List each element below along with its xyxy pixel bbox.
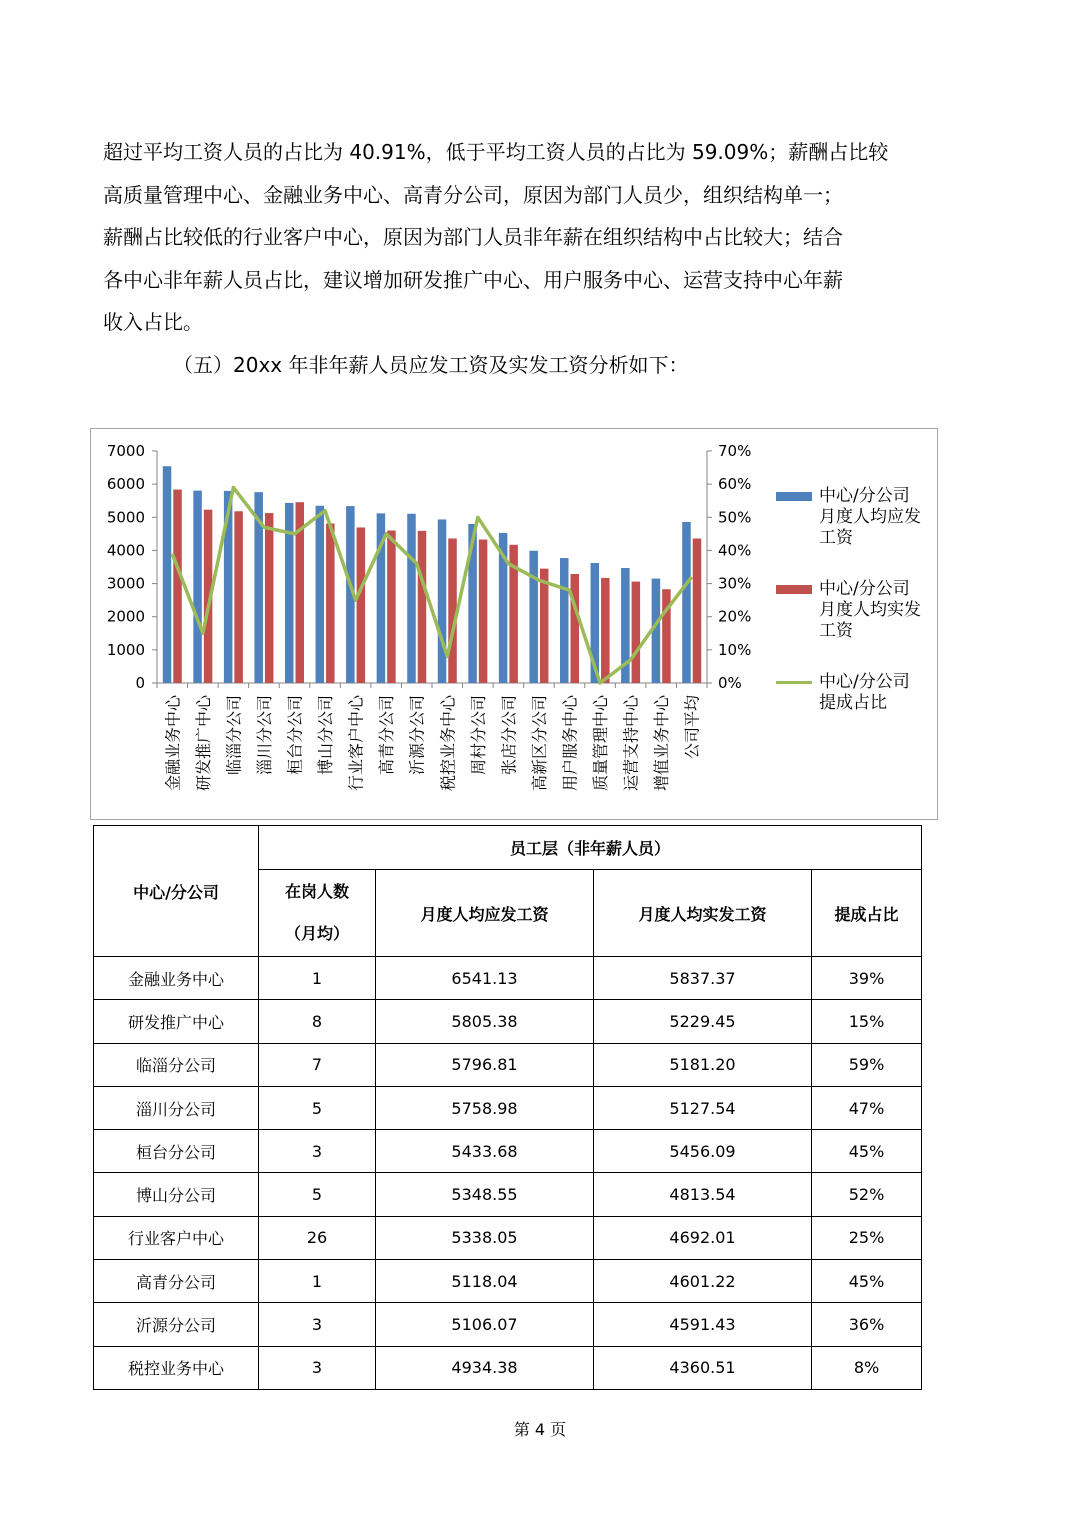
bar-actual (326, 523, 335, 683)
section-heading: （五）20xx 年非年薪人员应发工资及实发工资分析如下： (173, 353, 689, 377)
y2-tick-label: 60% (718, 475, 752, 494)
x-label-group (622, 694, 641, 791)
cell-payable: 6541.13 (376, 957, 594, 1000)
paragraph-line: 薪酬占比较低的行业客户中心，原因为部门人员非年薪在组织结构中占比较大；结合 (103, 225, 843, 249)
table-row (94, 1130, 922, 1173)
cell-unit: 金融业务中心 (94, 957, 259, 1000)
cell-unit: 高青分公司 (94, 1260, 259, 1303)
cell-commission: 45% (812, 1130, 922, 1173)
bar-actual (234, 511, 243, 683)
cell-unit: 博山分公司 (94, 1173, 259, 1216)
cell-actual: 5229.45 (594, 1000, 812, 1043)
table-row (94, 1000, 922, 1043)
header-headcount-line2: （月均） (284, 924, 349, 943)
paragraph-line: 超过平均工资人员的占比为 40.91%，低于平均工资人员的占比为 59.09%；薪酬占比较 (103, 140, 889, 164)
x-category-label: 增值业务中心 (652, 695, 672, 792)
cell-payable: 5338.05 (376, 1216, 594, 1259)
cell-headcount: 26 (259, 1216, 376, 1259)
x-category-label: 运营支持中心 (621, 695, 641, 792)
bar-payable (560, 558, 569, 683)
x-label-group (652, 694, 671, 791)
x-label-group (286, 695, 305, 775)
bar-payable (163, 466, 172, 683)
y2-tick-label: 0% (718, 674, 742, 692)
table-row (94, 1173, 922, 1216)
cell-commission: 39% (812, 957, 922, 1000)
bar-actual (601, 578, 610, 683)
x-label-group (255, 695, 274, 775)
cell-payable: 5433.68 (376, 1130, 594, 1173)
cell-actual: 4360.51 (594, 1346, 812, 1389)
cell-headcount: 1 (259, 1260, 376, 1303)
y2-tick-label: 10% (718, 640, 752, 659)
cell-payable: 5106.07 (376, 1303, 594, 1346)
x-category-label: 淄川分公司 (254, 695, 274, 776)
x-label-group (316, 695, 335, 775)
table-row (94, 1346, 922, 1389)
y2-tick-label: 20% (718, 607, 752, 626)
bar-actual (357, 527, 366, 683)
cell-actual: 4813.54 (594, 1173, 812, 1216)
x-category-label: 质量管理中心 (591, 695, 611, 792)
bar-payable (316, 506, 325, 683)
x-label-group (347, 694, 366, 791)
cell-headcount: 3 (259, 1303, 376, 1346)
x-label-group (408, 695, 427, 775)
cell-actual: 4591.43 (594, 1303, 812, 1346)
x-label-group (224, 695, 243, 775)
x-label-group (163, 694, 182, 791)
cell-payable: 5758.98 (376, 1086, 594, 1129)
x-category-label: 高新区分公司 (529, 695, 549, 792)
cell-commission: 52% (812, 1173, 922, 1216)
y2-tick-label: 40% (718, 541, 752, 560)
table-row (94, 1216, 922, 1259)
y-tick-label: 4000 (106, 541, 145, 560)
cell-unit: 临淄分公司 (94, 1043, 259, 1086)
bar-actual (540, 569, 549, 683)
x-label-group (591, 694, 610, 791)
x-category-label: 公司平均 (682, 695, 702, 760)
cell-payable: 4934.38 (376, 1346, 594, 1389)
x-category-label: 金融业务中心 (163, 695, 183, 792)
cell-unit: 行业客户中心 (94, 1216, 259, 1259)
bar-actual (632, 582, 641, 683)
cell-headcount: 5 (259, 1086, 376, 1129)
x-category-label: 临淄分公司 (224, 695, 244, 776)
x-category-label: 张店分公司 (499, 695, 519, 776)
paragraph-line: 各中心非年薪人员占比，建议增加研发推广中心、用户服务中心、运营支持中心年薪 (103, 268, 843, 292)
paragraph-line: 收入占比。 (103, 310, 203, 334)
bar-payable (193, 491, 202, 683)
cell-unit: 税控业务中心 (94, 1346, 259, 1389)
bar-actual (173, 490, 182, 683)
legend-swatch-blue (776, 492, 812, 501)
legend-swatch-red (776, 585, 812, 594)
cell-commission: 15% (812, 1000, 922, 1043)
cell-payable: 5796.81 (376, 1043, 594, 1086)
bar-actual (418, 531, 427, 683)
bar-actual (448, 538, 457, 683)
bar-payable (438, 519, 447, 683)
y2-tick-label: 30% (718, 574, 752, 593)
cell-commission: 25% (812, 1216, 922, 1259)
bar-actual (265, 513, 274, 683)
table-row (94, 1043, 922, 1086)
cell-actual: 5837.37 (594, 957, 812, 1000)
bar-actual (387, 531, 396, 683)
header-actual: 月度人均实发工资 (594, 870, 812, 957)
x-label-group (194, 694, 213, 791)
x-label-group (438, 694, 457, 791)
legend-swatch-green (776, 681, 812, 684)
legend-label: 中心/分公司 月度人均实发 工资 (819, 579, 921, 641)
header-group: 员工层（非年薪人员） (259, 826, 922, 870)
header-commission: 提成占比 (812, 870, 922, 957)
cell-actual: 4601.22 (594, 1260, 812, 1303)
x-label-group (469, 695, 488, 775)
salary-table (93, 825, 922, 1390)
x-category-label: 沂源分公司 (407, 695, 427, 776)
cell-unit: 研发推广中心 (94, 1000, 259, 1043)
table-body (94, 957, 922, 1390)
page-number: 第 4 页 (513, 1420, 567, 1439)
y-tick-label: 1000 (106, 640, 145, 659)
x-category-label: 研发推广中心 (193, 695, 213, 792)
table-row (94, 957, 922, 1000)
cell-headcount: 7 (259, 1043, 376, 1086)
y-tick-label: 5000 (106, 508, 145, 527)
cell-unit: 桓台分公司 (94, 1130, 259, 1173)
line-commission (172, 487, 691, 683)
table-row (94, 1086, 922, 1129)
header-unit: 中心/分公司 (94, 826, 259, 957)
bar-actual (571, 574, 580, 683)
bar-actual (693, 538, 702, 683)
legend-label: 中心/分公司 月度人均应发 工资 (819, 486, 921, 548)
bar-payable (682, 522, 691, 683)
x-category-label: 税控业务中心 (438, 695, 458, 792)
cell-actual: 5456.09 (594, 1130, 812, 1173)
cell-payable: 5118.04 (376, 1260, 594, 1303)
x-category-label: 桓台分公司 (285, 695, 305, 776)
x-label-group (499, 695, 518, 775)
x-category-label: 高青分公司 (377, 695, 397, 776)
cell-commission: 47% (812, 1086, 922, 1129)
y-tick-label: 3000 (106, 574, 145, 593)
cell-unit: 淄川分公司 (94, 1086, 259, 1129)
cell-unit: 沂源分公司 (94, 1303, 259, 1346)
table-row (94, 1303, 922, 1346)
bar-payable (407, 514, 416, 683)
x-label-group (683, 695, 702, 759)
paragraph-line: 高质量管理中心、金融业务中心、高青分公司，原因为部门人员少，组织结构单一； (103, 183, 843, 207)
cell-headcount: 3 (259, 1346, 376, 1389)
x-label-group (561, 694, 580, 791)
table-row (94, 1260, 922, 1303)
legend-label: 中心/分公司 提成占比 (819, 672, 910, 713)
x-label-group (530, 695, 549, 791)
y2-tick-label: 50% (718, 508, 752, 527)
cell-commission: 8% (812, 1346, 922, 1389)
cell-headcount: 3 (259, 1130, 376, 1173)
cell-actual: 4692.01 (594, 1216, 812, 1259)
cell-commission: 36% (812, 1303, 922, 1346)
y-tick-label: 2000 (106, 607, 145, 626)
cell-headcount: 8 (259, 1000, 376, 1043)
cell-commission: 59% (812, 1043, 922, 1086)
y2-tick-label: 70% (718, 442, 752, 460)
cell-payable: 5805.38 (376, 1000, 594, 1043)
bar-payable (285, 503, 294, 683)
x-category-label: 行业客户中心 (346, 695, 366, 792)
x-category-label: 博山分公司 (316, 695, 336, 776)
cell-payable: 5348.55 (376, 1173, 594, 1216)
header-headcount-line1: 在岗人数 (284, 882, 349, 901)
y-tick-label: 7000 (106, 442, 145, 460)
header-headcount (259, 870, 376, 957)
bar-actual (479, 539, 488, 683)
cell-actual: 5181.20 (594, 1043, 812, 1086)
cell-headcount: 1 (259, 957, 376, 1000)
header-payable: 月度人均应发工资 (376, 870, 594, 957)
x-category-label: 用户服务中心 (560, 695, 580, 792)
cell-headcount: 5 (259, 1173, 376, 1216)
x-category-label: 周村分公司 (468, 695, 488, 776)
bar-payable (529, 551, 538, 683)
cell-commission: 45% (812, 1260, 922, 1303)
y-tick-label: 6000 (106, 475, 145, 494)
y-tick-label: 0 (135, 674, 145, 692)
cell-actual: 5127.54 (594, 1086, 812, 1129)
x-label-group (377, 695, 396, 775)
